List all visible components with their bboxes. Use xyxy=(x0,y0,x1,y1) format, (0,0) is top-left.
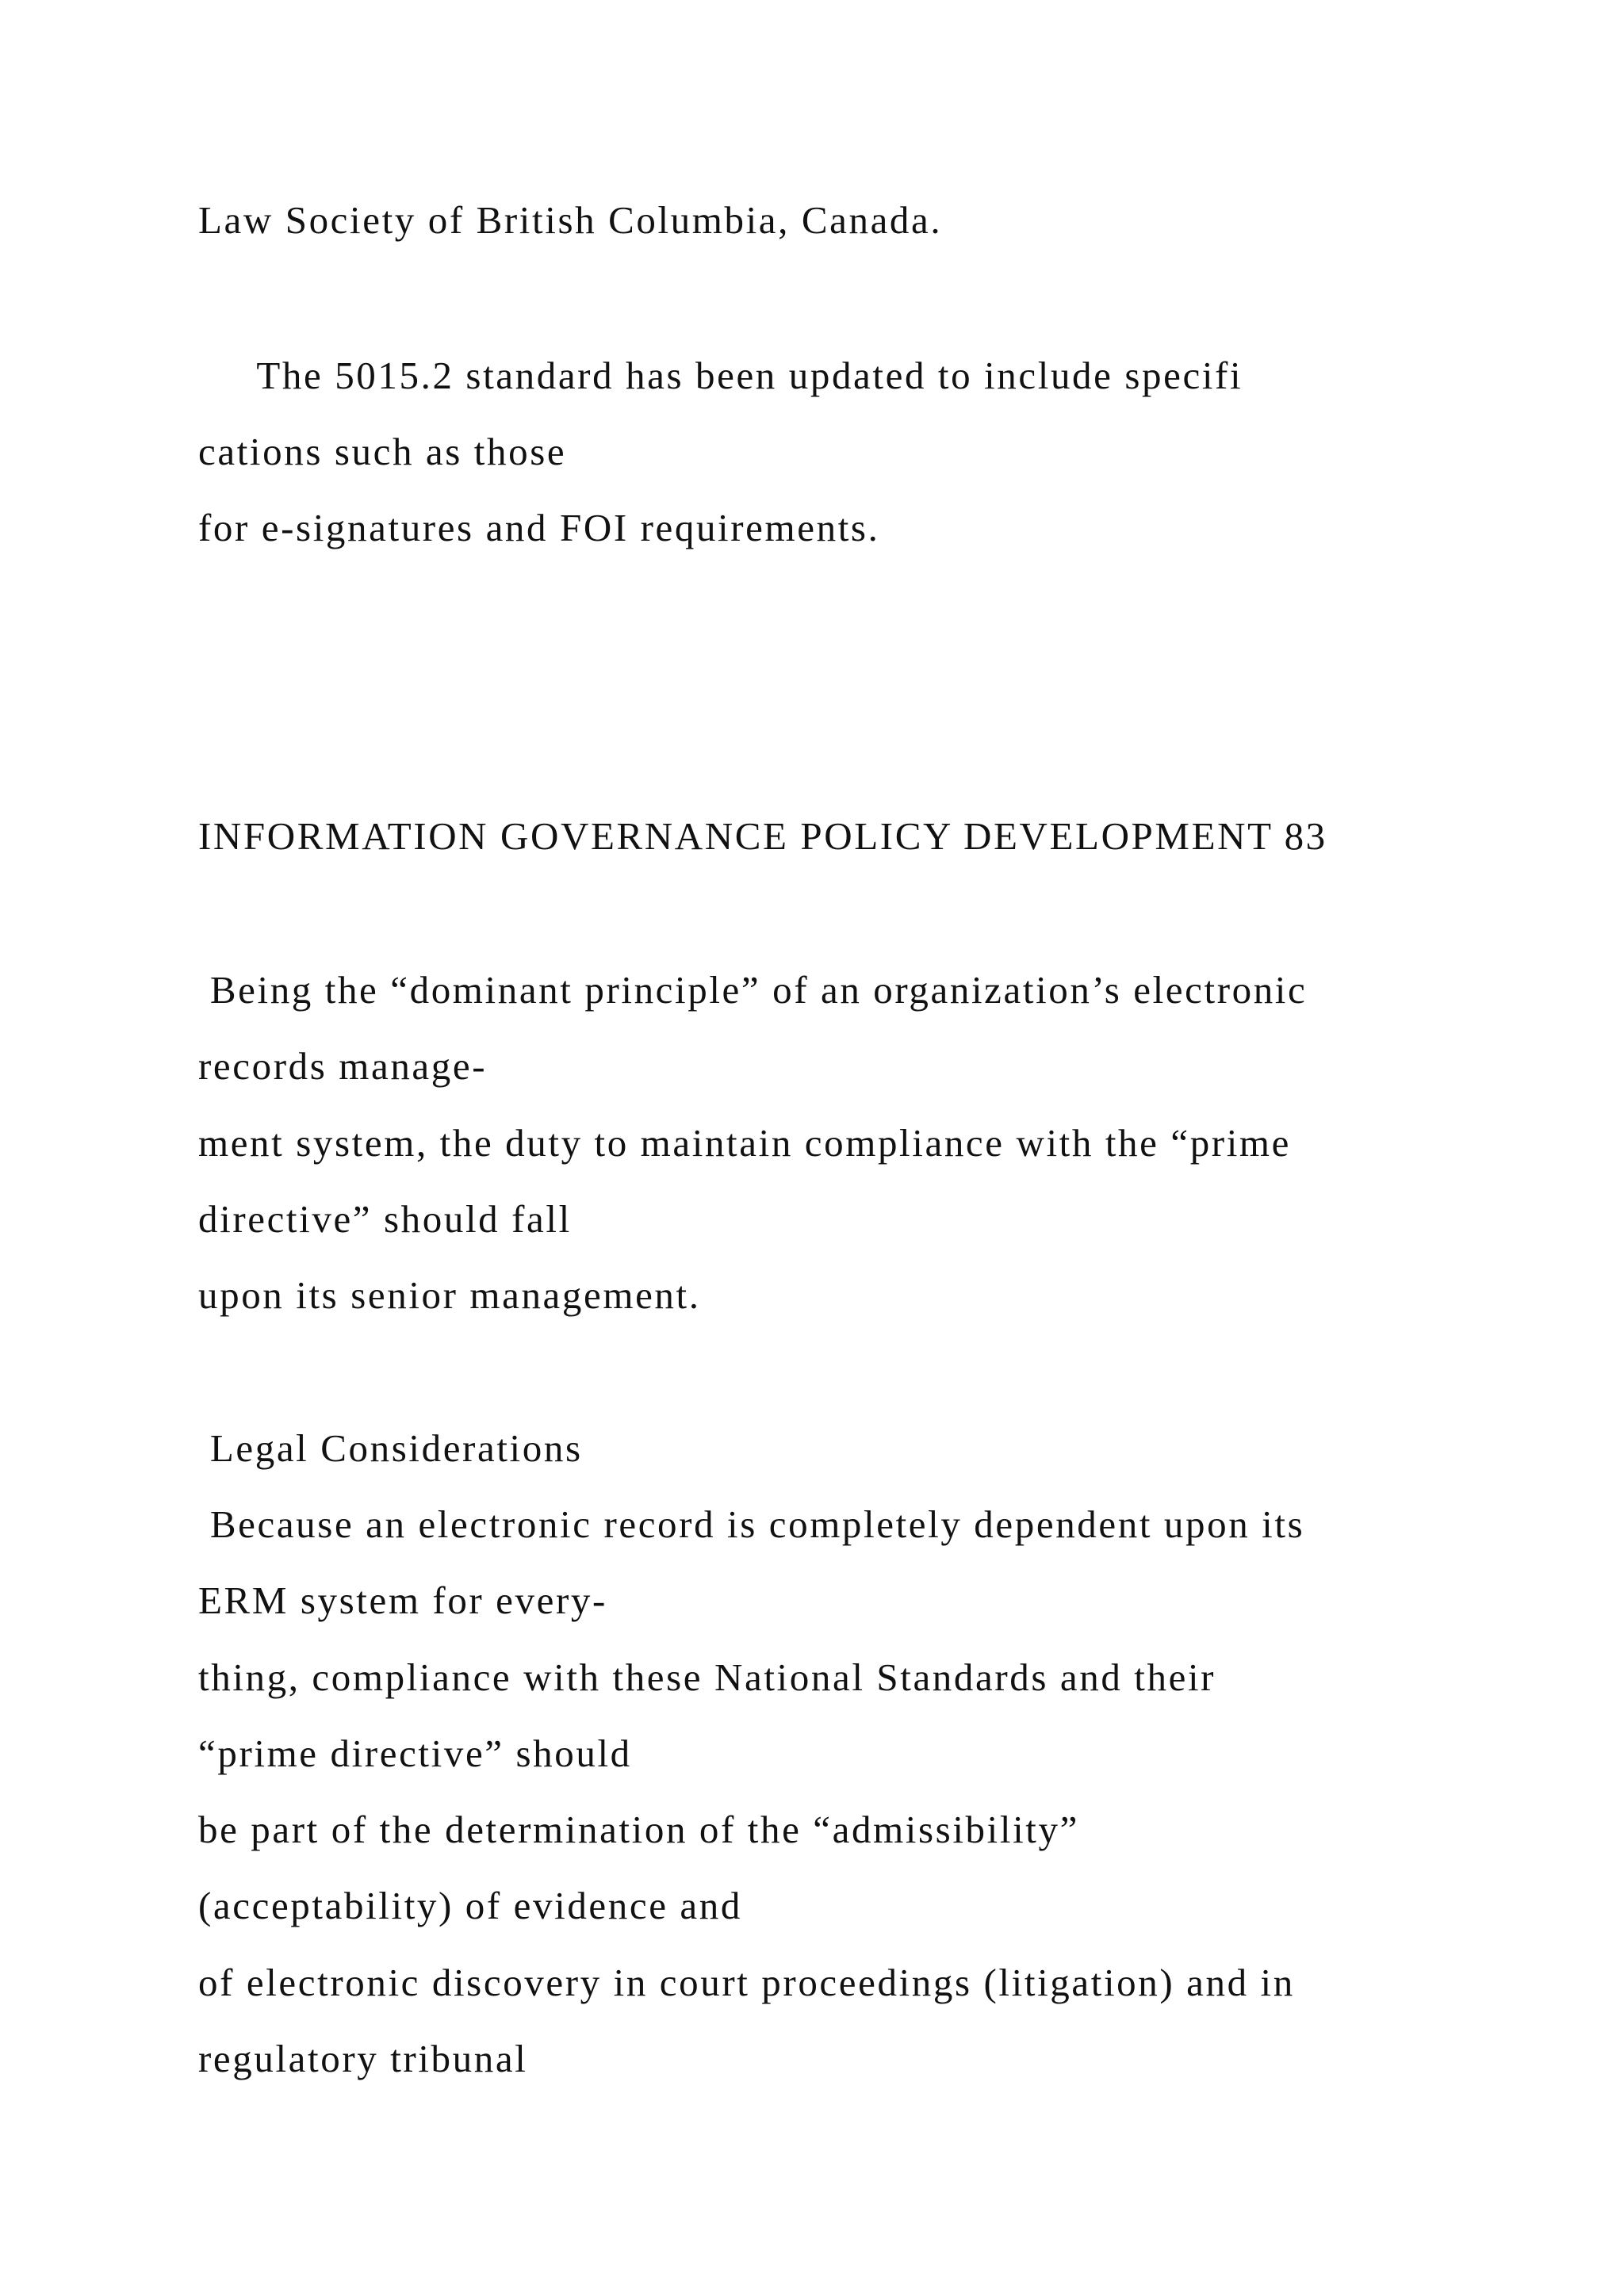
text-line: Law Society of British Columbia, Canada. xyxy=(198,198,943,242)
text-line: ERM system for every- xyxy=(198,1578,607,1622)
text-line: records manage- xyxy=(198,1044,488,1088)
text-line: directive” should fall xyxy=(198,1197,572,1241)
text-line: of electronic discovery in court proceedings (litigation) and in xyxy=(198,1961,1295,2004)
text-line: Being the “dominant principle” of an organization’s electronic xyxy=(198,968,1308,1012)
text-line: Because an electronic record is completely dependent upon its xyxy=(198,1502,1305,1546)
text-line: The 5015.2 standard has been updated to include specifi xyxy=(198,354,1243,397)
text-line: regulatory tribunal xyxy=(198,2037,528,2080)
text-line: ment system, the duty to maintain compliance with the “prime xyxy=(198,1121,1291,1165)
text-line: thing, compliance with these National Standards and their xyxy=(198,1655,1216,1699)
section-header: INFORMATION GOVERNANCE POLICY DEVELOPMENT 83 xyxy=(198,814,1327,858)
section-heading: Legal Considerations xyxy=(198,1426,583,1470)
text-line: cations such as those xyxy=(198,430,567,473)
text-line: “prime directive” should xyxy=(198,1732,632,1775)
text-line: for e-signatures and FOI requirements. xyxy=(198,506,880,549)
text-line: be part of the determination of the “admissibility” xyxy=(198,1808,1079,1851)
text-line: upon its senior management. xyxy=(198,1273,701,1317)
text-line: (acceptability) of evidence and xyxy=(198,1884,742,1927)
